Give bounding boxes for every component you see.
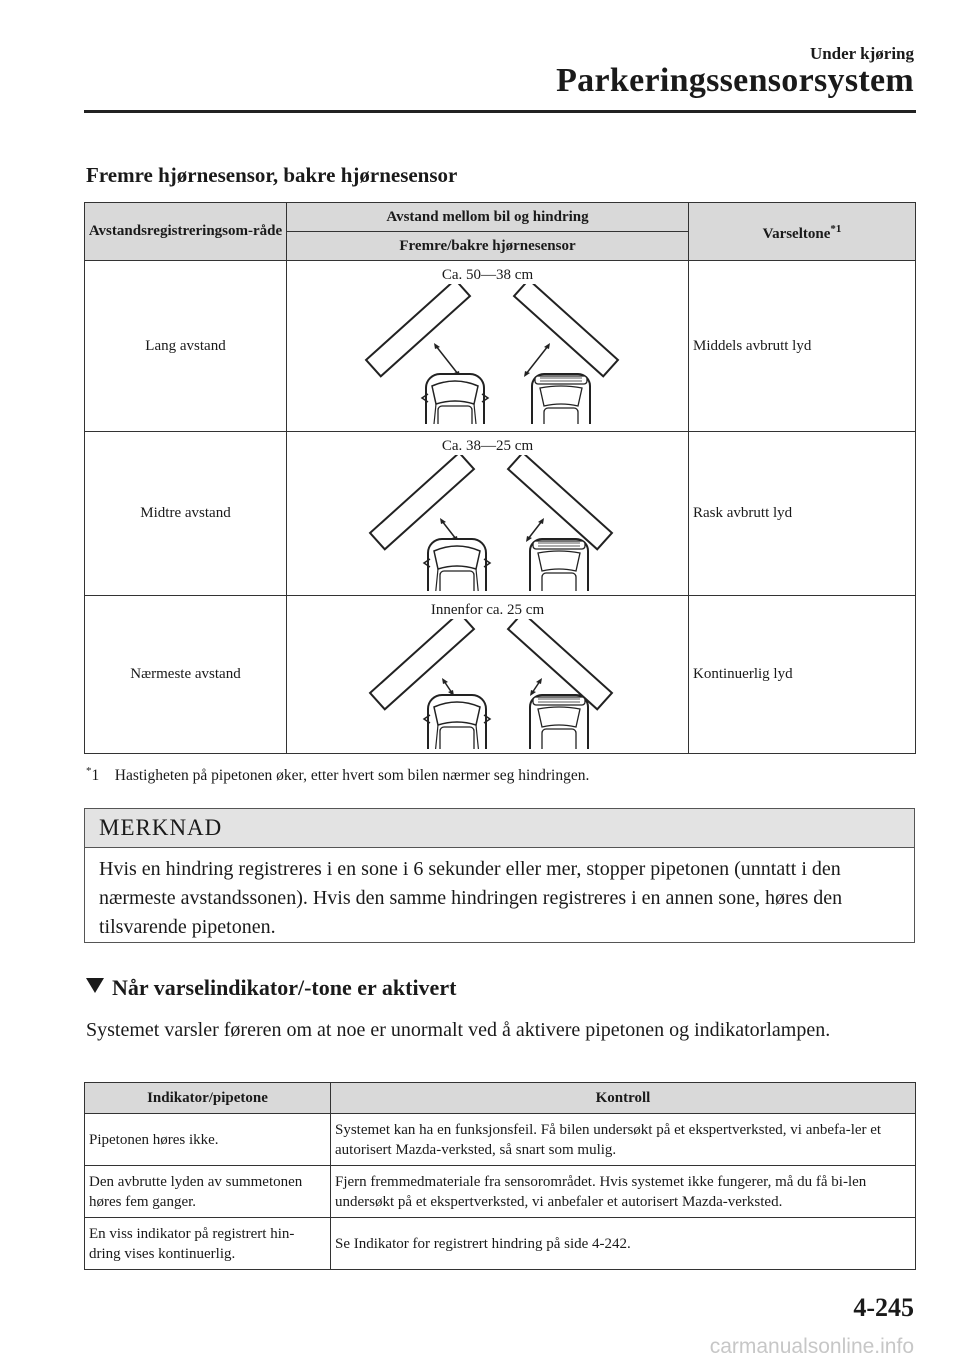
header-divider [84, 110, 916, 113]
range-cell: Nærmeste avstand [85, 596, 287, 754]
table-row [85, 1114, 916, 1166]
action-cell: Systemet kan ha en funksjonsfeil. Få bilen undersøkt på et ekspertverksted, vi anbefa-ler et autorisert Mazda-verksted, så snart som mulig. [331, 1114, 916, 1166]
triangle-bullet-icon [86, 978, 104, 993]
sensor-diagram-near [348, 619, 628, 749]
range-cell: Midtre avstand [85, 432, 287, 596]
sensor-diagram-far [348, 284, 628, 424]
header-tone: Varseltone$^{*1}$ [689, 203, 916, 261]
header-range: Avstandsregistreringsom-råde [85, 203, 287, 261]
header-action: Kontroll [331, 1083, 916, 1114]
subsection-title: Når varselindikator/-tone er aktivert [86, 975, 456, 1001]
header-sensor: Fremre/bakre hjørnesensor [287, 232, 689, 261]
indicator-table [84, 1082, 916, 1270]
distance-label: Innenfor ca. 25 cm [430, 602, 545, 618]
note-header [85, 809, 914, 848]
table-row [85, 1166, 916, 1218]
figure-cell [287, 596, 689, 754]
header-indicator: Indikator/pipetone [85, 1083, 331, 1114]
body-paragraph: Systemet varsler føreren om at noe er unormalt ved å aktivere pipetonen og indikatorlampen. [86, 1019, 831, 1041]
page-number: 4-245 [853, 1293, 914, 1322]
tone-cell: Kontinuerlig lyd [689, 596, 916, 754]
table-row [85, 1218, 916, 1270]
action-cell: Se Indikator for registrert hindring på side 4-242. [331, 1218, 916, 1270]
range-cell: Lang avstand [85, 261, 287, 432]
note-heading: MERKNAD [99, 815, 223, 840]
tone-cell: Middels avbrutt lyd [689, 261, 916, 432]
footnote: *1 Hastigheten på pipetonen øker, etter hvert som bilen nærmer seg hindringen. [86, 765, 590, 785]
header-distance: Avstand mellom bil og hindring [287, 203, 689, 232]
table-row [85, 596, 916, 754]
page-title: Parkeringssensorsystem [556, 62, 914, 99]
footnote-ref: *1 [830, 222, 842, 235]
chapter-label: Under kjøring [809, 44, 914, 63]
figure-cell [287, 261, 689, 432]
tone-cell: Rask avbrutt lyd [689, 432, 916, 596]
action-cell: Fjern fremmedmateriale fra sensorområdet. Hvis systemet ikke fungerer, må du få bi-len undersøkt på et ekspertverksted, vi anbefaler et autorisert Mazda-verksted. [331, 1166, 916, 1218]
note-text: Hvis en hindring registreres i en sone i 6 sekunder eller mer, stopper pipetonen (unntatt i den nærmeste avstandssonen). Hvis den samme hindringen registreres i en annen sone, høres den tilsvarende pipetonen. [99, 858, 843, 938]
distance-label: Ca. 50—38 cm [441, 267, 534, 283]
table-row [85, 432, 916, 596]
indicator-cell: En viss indikator på registrert hin-dring vises kontinuerlig. [85, 1218, 331, 1270]
indicator-cell: Den avbrutte lyden av summetonen høres fem ganger. [85, 1166, 331, 1218]
note-box [84, 808, 915, 943]
sensor-diagram-mid [348, 455, 628, 591]
indicator-cell: Pipetonen høres ikke. [85, 1114, 331, 1166]
watermark: carmanualsonline.info [709, 1335, 914, 1358]
figure-cell [287, 432, 689, 596]
distance-label: Ca. 38—25 cm [441, 438, 534, 454]
section-title: Fremre hjørnesensor, bakre hjørnesensor [86, 163, 458, 187]
table-row [85, 261, 916, 432]
distance-table [84, 202, 916, 754]
